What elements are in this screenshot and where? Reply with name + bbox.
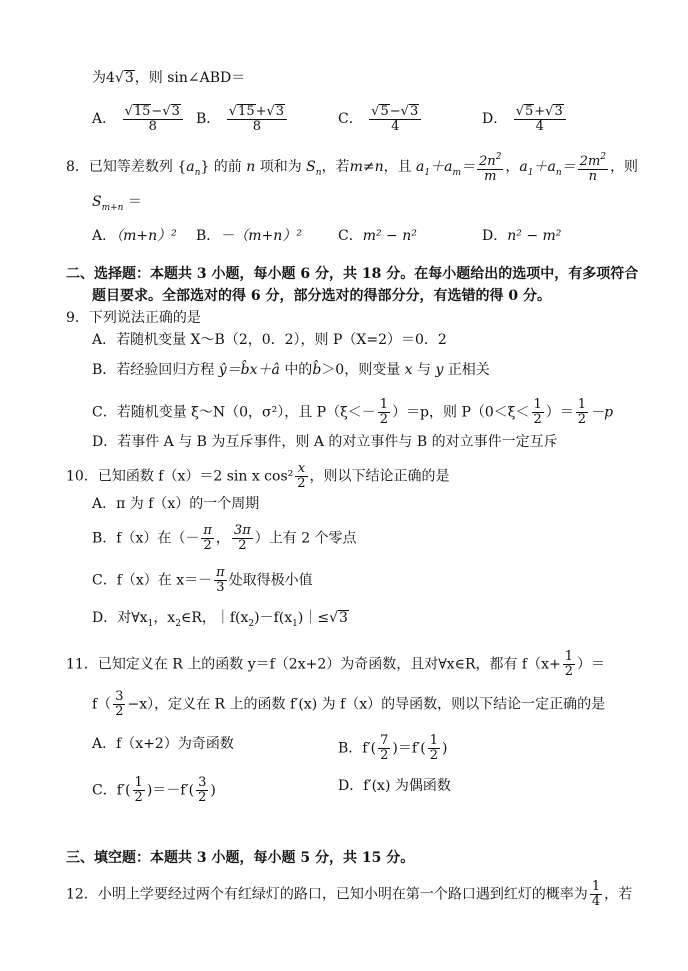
q11-c-1: C．f′( <box>92 782 131 799</box>
q10-option-b <box>92 524 357 553</box>
q10-b-frac-2 <box>232 524 253 553</box>
q8-frac-1: $\frac{2n^2}{m}$ <box>479 152 502 184</box>
q8-frac1-den: m <box>484 169 497 184</box>
q10-b-3: ）上有 2 个零点 <box>254 530 357 547</box>
q9-c-4: －p <box>590 404 614 421</box>
q8-stem-5: ，且 <box>383 159 412 175</box>
q9-c-frac3-num: 1 <box>577 397 587 412</box>
q8-option-c <box>338 226 417 246</box>
q9-option-c <box>92 398 613 427</box>
q10-b-frac1-den: 2 <box>203 538 212 553</box>
q11-32-den: 2 <box>115 704 124 719</box>
q11-c-2: )＝－f′( <box>146 782 195 799</box>
q8-a-text: （m+n）² <box>116 228 177 244</box>
q7-opt-c-frac: $\frac{√5-√3}{4}$ <box>369 104 421 134</box>
q11-b-2: )＝f′( <box>392 740 426 757</box>
q10-option-c <box>92 566 313 595</box>
q10-c-frac-den: 3 <box>216 580 225 595</box>
q9-b-2: 中的 <box>284 362 313 378</box>
q8-d-label: D． <box>482 228 508 244</box>
q12-frac-num: 1 <box>591 879 601 894</box>
q7-opt-d-frac: $\frac{√5+√3}{4}$ <box>514 104 566 134</box>
q9-c-1: C．若随机变量 ξ～N（0，σ²），且 P（ξ＜－ <box>92 404 376 421</box>
q10-d-1: D．对∀x <box>92 610 148 626</box>
q8-frac2-num: 2m <box>579 154 601 169</box>
q10-d-5: )｜≤ <box>297 610 330 626</box>
q11-stem-line2 <box>92 690 605 719</box>
q7-c-num-a: 5 <box>380 104 389 119</box>
q10-d-sqrt: 3 <box>339 610 348 626</box>
q7-b-num-a: 15 <box>238 104 255 119</box>
q10-stem-1: 10．已知函数 f（x）＝2 sin x cos² <box>66 468 294 485</box>
q11-frac-3-2 <box>113 690 125 719</box>
section2-heading-line1: 二、选择题：本题共 3 小题，每小题 6 分，共 18 分。在每小题给出的选项中，有多项符合 <box>66 266 639 282</box>
q8-stem-6: ，则 <box>610 159 639 175</box>
q9-c-2: ）＝p，则 P（0＜ξ＜ <box>392 404 530 421</box>
q10-frac-num: x <box>295 462 307 477</box>
q8-stem-1: 已知等差数列 { <box>88 159 187 175</box>
q10-frac-den: 2 <box>297 476 306 491</box>
q11-option-b <box>338 734 447 763</box>
q8-result-sub: m+n <box>101 203 124 213</box>
q7-sqrt: 3 <box>124 70 134 86</box>
q8-frac-2: $\frac{2m^2}{n}$ <box>579 152 607 184</box>
q7-a-num-a: 15 <box>133 104 151 119</box>
q8-frac2-den: n <box>588 169 598 184</box>
section3-heading: 三、填空题：本题共 3 小题，每小题 5 分，共 15 分。 <box>66 850 415 866</box>
q7-c-num-b: 3 <box>409 104 419 119</box>
q8-b-text: －（m+n）² <box>220 228 302 244</box>
q9-c-frac1-num: 1 <box>379 397 389 412</box>
q7-continuation: 为4√3，则 sin∠ABD＝ <box>92 70 246 86</box>
q9-c-frac3-den: 2 <box>577 412 587 427</box>
q11-stem-3: f（ <box>92 696 112 713</box>
q7-prefix: 为4 <box>92 70 115 86</box>
q9-c-frac-2 <box>532 398 544 427</box>
q10-frac-x2 <box>295 462 307 491</box>
q7-opt-b-frac: $\frac{√15+√3}{8}$ <box>227 104 287 134</box>
q10-option-d: D．对$\forall x_1$，$x_2\in R$，$|f(x_2)-f(x_1)|\le√3$ <box>92 610 348 629</box>
q8-frac1-num: 2n <box>479 154 496 169</box>
q11-c-frac-1 <box>133 776 145 805</box>
q8-stem-2: } 的前 <box>200 159 242 175</box>
q7-opt-c-label: C． <box>338 111 363 127</box>
q8-a-label: A． <box>92 228 117 244</box>
q8-b-label: B． <box>196 228 221 244</box>
q7-option-d <box>482 104 568 134</box>
q7-d-num-a: 5 <box>524 104 534 119</box>
q11-stem-1: 11．已知定义在 R 上的函数 y＝f（2x+2）为奇函数，且对∀x∈R，都有 f（x+ <box>66 656 561 673</box>
q11-b-f1-num: 7 <box>380 733 389 748</box>
q7-b-den: 8 <box>252 119 262 134</box>
q10-b-2: ， <box>215 530 230 547</box>
q8-result <box>92 192 142 218</box>
q9-stem: 9．下列说法正确的是 <box>66 310 201 326</box>
q8-result-prefix: S <box>92 194 102 210</box>
q7-suffix: ，则 sin∠ABD＝ <box>134 70 246 86</box>
q11-option-a: A．f（x+2）为奇函数 <box>92 736 234 752</box>
q8-c-text: m² − n² <box>362 228 417 244</box>
q11-c-f2-den: 2 <box>198 790 207 805</box>
q8-stem-4: ，若 <box>321 159 350 175</box>
q10-d-4: )－f(x <box>254 610 293 626</box>
q7-b-op: + <box>255 104 267 119</box>
q11-b-1: B．f′( <box>338 740 377 757</box>
q10-c-frac <box>214 566 227 595</box>
q7-opt-a-frac: $\frac{√15-√3}{8}$ <box>123 104 183 134</box>
q11-frac-half <box>563 650 575 679</box>
q10-b-frac1-num: π <box>203 523 212 538</box>
q11-b-f1-den: 2 <box>380 748 389 763</box>
q11-stem-2: ）＝ <box>577 656 606 673</box>
q11-b-frac-2 <box>428 734 440 763</box>
q9-b-5: 正相关 <box>447 362 490 378</box>
q10-stem-2: ，则以下结论正确的是 <box>309 468 450 485</box>
q12-suffix: ，若 <box>604 886 633 903</box>
q8-d-text: n² − m² <box>507 228 562 244</box>
q10-b-frac2-den: 2 <box>238 538 247 553</box>
q9-c-frac1-den: 2 <box>379 412 389 427</box>
q7-b-num-b: 3 <box>275 104 285 119</box>
q9-option-d: D．若事件 A 与 B 为互斥事件，则 A 的对立事件与 B 的对立事件一定互斥 <box>92 434 558 450</box>
q11-half-den: 2 <box>564 664 574 679</box>
q8-option-d <box>482 226 561 246</box>
q10-b-frac-1 <box>201 524 214 553</box>
q8-option-a <box>92 226 177 246</box>
q12-frac-den: 4 <box>591 894 601 909</box>
q10-c-frac-num: π <box>216 565 225 580</box>
q8-stem-3: 项和为 <box>259 159 302 175</box>
q7-d-op: + <box>534 104 546 119</box>
q7-a-op: − <box>151 104 163 119</box>
q9-c-frac-1 <box>378 398 390 427</box>
q11-stem-line1 <box>66 650 605 679</box>
q11-b-frac-1 <box>378 734 390 763</box>
q9-c-3: ）＝ <box>545 404 574 421</box>
q9-c-frac2-num: 1 <box>533 397 542 412</box>
q12-stem <box>66 880 632 909</box>
q11-c-frac-2 <box>196 776 208 805</box>
q10-b-1: B．f（x）在（－ <box>92 530 200 547</box>
q9-c-frac2-den: 2 <box>533 412 542 427</box>
q8-c-label: C． <box>338 228 363 244</box>
q10-b-frac2-num: 3π <box>233 523 251 538</box>
q7-a-den: 8 <box>148 119 157 134</box>
q8-stem: 8．已知等差数列 $\{a_n\}$ 的前 n 项和为 $S_n$，若m≠n，且 $a_1+a_m=$ $\frac{2n^2}{m}$ ，$a_1+a_n=$ $\frac{2m^2}{n}$ ，则 <box>66 152 639 184</box>
q7-opt-b-label: B． <box>196 111 221 127</box>
q11-b-3: ) <box>441 740 448 757</box>
q11-c-f1-den: 2 <box>134 790 143 805</box>
q9-b-4: 与 <box>417 362 431 378</box>
q7-option-b <box>196 104 289 134</box>
q11-stem-4: −x），定义在 R 上的函数 f′(x) 为 f（x）的导函数，则以下结论一定正确的是 <box>127 696 606 713</box>
q9-option-a: A．若随机变量 X～B（2，0．2），则 P（X=2）＝0．2 <box>92 332 447 348</box>
q7-option-c <box>338 104 423 134</box>
q7-d-num-b: 3 <box>554 104 563 119</box>
q11-c-f2-num: 3 <box>198 775 207 790</box>
q11-option-c <box>92 776 216 805</box>
q10-d-2: ，x <box>153 610 176 626</box>
q11-32-num: 3 <box>115 689 124 704</box>
q9-b-1: B．若经验回归方程 <box>92 362 215 378</box>
q10-d-3: ∈R，｜f(x <box>180 610 249 626</box>
section2-heading-line2: 题目要求。全部选对的得 6 分，部分选对的得部分分，有选错的得 0 分。 <box>92 288 551 304</box>
q10-option-a: A．π 为 f（x）的一个周期 <box>92 496 260 512</box>
q12-text: 12．小明上学要经过两个有红绿灯的路口，已知小明在第一个路口遇到红灯的概率为 <box>66 886 588 903</box>
q7-c-op: − <box>389 104 401 119</box>
q11-b-f2-den: 2 <box>429 748 438 763</box>
q8-option-b <box>196 226 302 246</box>
q7-option-a <box>92 104 185 134</box>
q11-half-num: 1 <box>564 649 574 664</box>
q11-c-3: ) <box>210 782 216 799</box>
q7-opt-a-label: A． <box>92 111 117 127</box>
q11-c-f1-num: 1 <box>134 775 143 790</box>
q9-c-frac-3 <box>576 398 588 427</box>
q10-c-1: C．f（x）在 x＝－ <box>92 572 213 589</box>
q10-c-2: 处取得极小值 <box>228 572 313 589</box>
q9-b-3: ＞0，则变量 <box>321 362 401 378</box>
q7-c-den: 4 <box>391 119 400 134</box>
q7-opt-d-label: D． <box>482 111 508 127</box>
q9-option-b: B．若经验回归方程 ŷ＝b̂x＋â 中的b̂＞0，则变量 x 与 y 正相关 <box>92 362 490 378</box>
q12-frac-quarter <box>590 880 602 909</box>
q7-d-den: 4 <box>535 119 544 134</box>
q8-result-suffix: ＝ <box>123 194 142 210</box>
q10-stem <box>66 462 450 491</box>
q11-option-d: D．f′(x) 为偶函数 <box>338 778 451 794</box>
q8-number: 8． <box>66 159 89 175</box>
q11-b-f2-num: 1 <box>429 733 438 748</box>
q7-a-num-b: 3 <box>171 104 180 119</box>
